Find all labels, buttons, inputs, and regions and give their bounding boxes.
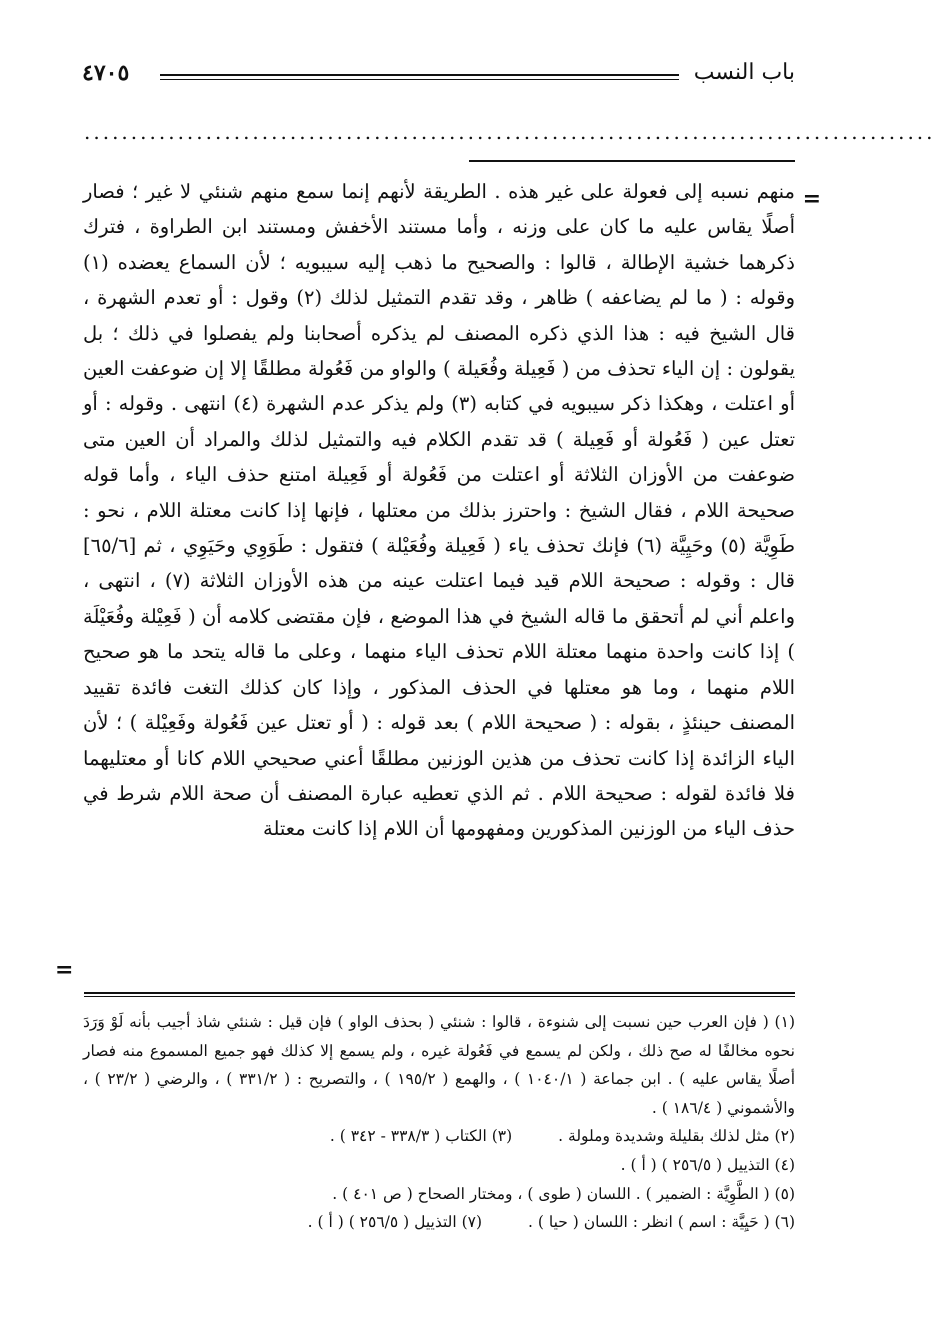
footnote-row-6-7 [83,1208,795,1237]
dotted-separator: ........................................................................................... [84,120,936,144]
footnote-row-2-3 [83,1122,795,1151]
footnote-5: (٥) ( الطَّوِيَّة : الضمير ) . اللسان ( طوى ) ، ومختار الصحاح ( ص ٤٠١ ) . [332,1184,795,1203]
footnote-7: (٧) التذييل ( ٢٥٦/٥ ) ( أ ) . [307,1213,483,1232]
header-rule [160,74,679,76]
footnote-1: (١) ( فإن العرب حين نسبت إلى شنوءة ، قالوا : شنئي ( بحذف الواو ) فإن قيل : شنئي شاذ أجيب بأنه لَوْ وَرَدَ نحوه مخالفًا له صح ذلك ، ولكن لم يسمع في فَعُولة غيره ، ولم يسمع إلا كذلك فهو جميع المسموع منه فصار أصلًا يقاس عليه ) . ابن جماعة ( ١٠٤٠/١ ) ، والهمع ( ١٩٥/٢ ) ، والتصريح : ( ٣٣١/٢ ) ، والرضي ( ٢٣/٢ ) ، والأشموني ( ١٨٦/٤ ) . [83,1013,796,1117]
running-header [0,54,879,94]
footnote-rule [84,992,795,994]
section-rule [469,160,795,162]
footnote-4: (٤) التذييل ( ٢٥٦/٥ ) ( أ ) . [620,1155,795,1174]
running-title: باب النسب [693,60,795,85]
footnotes [83,1008,795,1237]
footnote-3: (٣) الكتاب ( ٣٣٨/٣ - ٣٤٢ ) . [329,1127,513,1146]
page-number: ٤٧٠٥ [82,60,130,86]
continuation-mark-start: = [802,186,821,212]
body-paragraph: منهم نسبه إلى فعولة على غير هذه . الطريقة لأنهم إنما سمع منهم شنئي لا غير ؛ فصار أصلًا يقاس عليه ما كان على وزنه ، وأما مستند الأخفش ومستند ابن الطراوة ، فترك ذكرهما خشية الإطالة ، قالوا : والصحيح ما ذهب إليه سيبويه ؛ لأن السماع يعضده (١) وقوله : ( ما لم يضاعفه ) ظاهر ، وقد تقدم التمثيل لذلك (٢) وقول : أو تعدم الشهرة ، قال الشيخ فيه : هذا الذي ذكره المصنف لم يذكره أصحابنا ولم يفصلوا في ذلك ؛ بل يقولون : إن الياء تحذف من ( فَعِيلة وفُعَيلة ) والواو من فَعُولة مطلقًا إلا إن ضوعفت العين أو اعتلت ، وهكذا ذكر سيبويه في كتابه (٣) ولم يذكر عدم الشهرة (٤) انتهى . وقوله : أو تعتل عين ( فَعُولة أو فَعِيلة ) قد تقدم الكلام فيه والتمثيل لذلك والمراد أن العين متى ضوعفت من الأوزان الثلاثة أو اعتلت من فَعُولة أو فَعِيلة امتنع حذف الياء ، وأما قوله صحيحة اللام ، فقال الشيخ : واحترز بذلك من معتلها ، فإنها إذا كانت معتلة اللام ، نحو : طَوِيَّة (٥) وحَيِيَّة (٦) فإنك تحذف ياء ( فَعِيلة وفُعَيْلة ) فتقول : طَوَوِي وحَيَوِي ، ثم [٦٥/٦] قال : وقوله : صحيحة اللام قيد فيما اعتلت عينه من هذه الأوزان الثلاثة (٧) ، انتهى ، واعلم أني لم أتحقق ما قاله الشيخ في هذا الموضع ، فإن مقتضى كلامه أن ( فَعِيْلة وفُعَيْلَة ) إذا كانت واحدة منهما معتلة اللام تحذف الياء منهما ، وعلى ما قاله يتحد ما هو صحيح اللام منهما ، وما هو معتلها في الحذف المذكور ، وإذا كان كذلك التغت فائدة تقييد المصنف حينئذٍ ، بقوله : ( صحيحة اللام ) بعد قوله : ( أو تعتل عين فَعُولة وفَعِيْلة ) ؛ لأن الياء الزائدة إذا كانت تحذف من هذين الوزنين مطلقًا أعني صحيحي اللام كانا أو معتليهما فلا فائدة لقوله : صحيحة اللام . ثم الذي تعطيه عبارة المصنف أن صحة اللام شرط في حذف الياء من الوزنين المذكورين ومفهومها أن اللام إذا كانت معتلة [83,180,795,841]
header-rule-thin [160,79,679,80]
footnote-rule-thin [84,996,795,997]
main-text [83,174,795,847]
continuation-mark-end: = [55,957,74,983]
footnote-2: (٢) مثل لذلك بقليلة وشديدة وملولة . [558,1127,795,1146]
footnote-6: (٦) ( حَيِيَّة : اسم ) انظر : اللسان ( حيا ) . [528,1213,795,1232]
